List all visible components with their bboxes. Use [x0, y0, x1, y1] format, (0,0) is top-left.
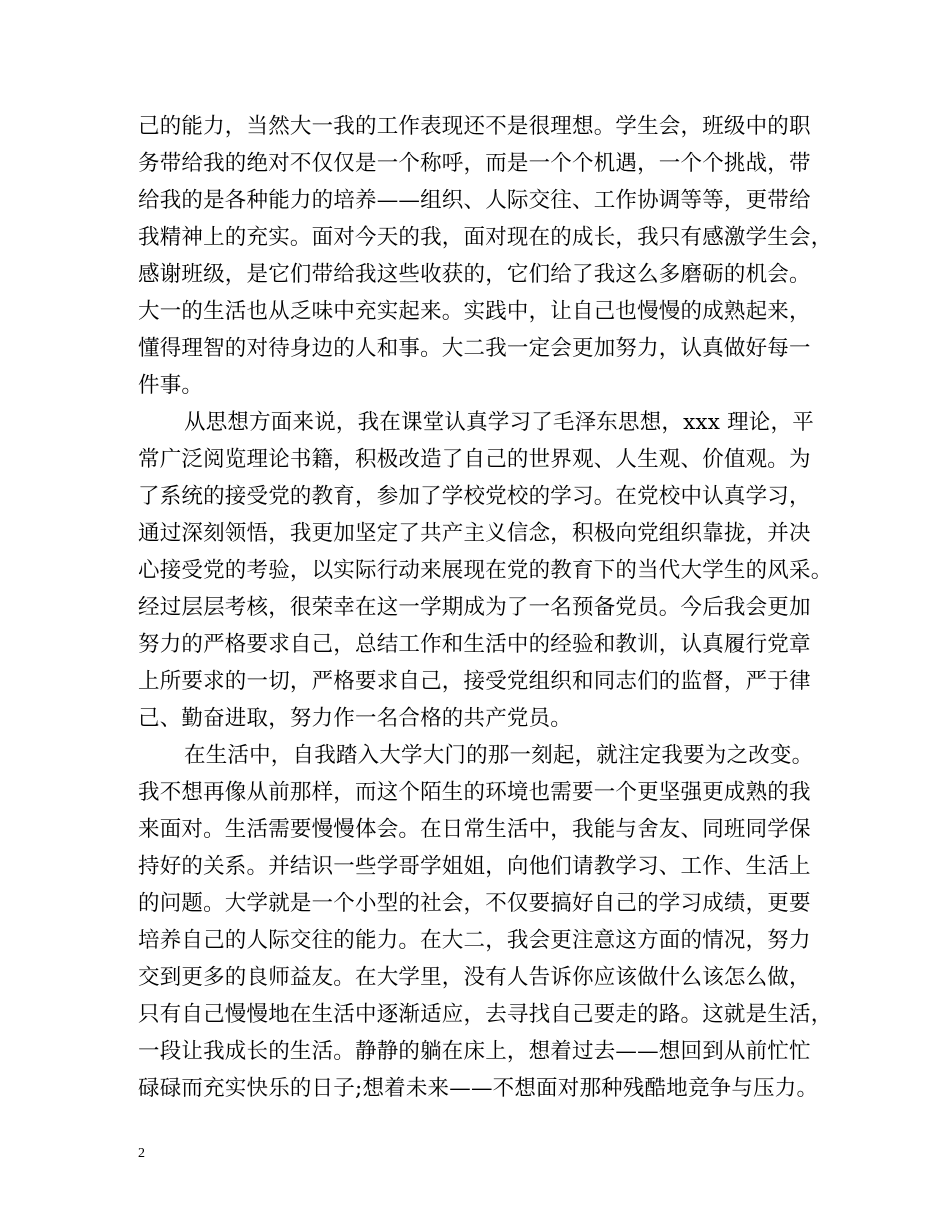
text-line: 的问题。大学就是一个小型的社会，不仅要搞好自己的学习成绩，更要 [138, 891, 811, 916]
text-line: 我不想再像从前那样，而这个陌生的环境也需要一个更坚强更成熟的我 [138, 780, 811, 805]
text-line: 件事。 [138, 373, 204, 398]
text-line: 努力的严格要求自己，总结工作和生活中的经验和教训，认真履行党章 [138, 632, 811, 657]
text-line: 一段让我成长的生活。静静的躺在床上，想着过去——想回到从前忙忙 [138, 1039, 811, 1064]
text-line: 来面对。生活需要慢慢体会。在日常生活中，我能与舍友、同班同学保 [138, 817, 811, 842]
text-line: 感谢班级，是它们带给我这些收获的，它们给了我这么多磨砺的机会。 [138, 262, 811, 287]
text-line: 上所要求的一切，严格要求自己，接受党组织和同志们的监督，严于律 [138, 669, 811, 694]
text-line: 通过深刻领悟，我更加坚定了共产主义信念，积极向党组织靠拢，并决 [138, 521, 811, 546]
text-line: 碌碌而充实快乐的日子;想着未来——不想面对那种残酷地竞争与压力。 [138, 1076, 819, 1101]
text-line: 心接受党的考验，以实际行动来展现在党的教育下的当代大学生的风采。 [138, 558, 833, 583]
text-line: 懂得理智的对待身边的人和事。大二我一定会更加努力，认真做好每一 [138, 336, 811, 361]
text-line: 了系统的接受党的教育，参加了学校党校的学习。在党校中认真学习， [138, 484, 811, 509]
text-line: 从思想方面来说，我在课堂认真学习了毛泽东思想，xxx 理论，平 [184, 410, 814, 435]
text-line: 务带给我的绝对不仅仅是一个称呼，而是一个个机遇，一个个挑战，带 [138, 151, 811, 176]
text-line: 培养自己的人际交往的能力。在大二，我会更注意这方面的情况，努力 [138, 928, 811, 953]
text-line: 大一的生活也从乏味中充实起来。实践中，让自己也慢慢的成熟起来， [138, 299, 811, 324]
text-line: 经过层层考核，很荣幸在这一学期成为了一名预备党员。今后我会更加 [138, 595, 811, 620]
text-line: 在生活中，自我踏入大学大门的那一刻起，就注定我要为之改变。 [184, 743, 814, 768]
body-text [138, 108, 833, 1107]
text-line: 持好的关系。并结识一些学哥学姐姐，向他们请教学习、工作、生活上 [138, 854, 811, 879]
text-line: 只有自己慢慢地在生活中逐渐适应，去寻找自己要走的路。这就是生活， [138, 1002, 833, 1027]
text-line: 交到更多的良师益友。在大学里，没有人告诉你应该做什么该怎么做， [138, 965, 811, 990]
text-line: 我精神上的充实。面对今天的我，面对现在的成长，我只有感激学生会， [138, 225, 833, 250]
text-line: 己、勤奋进取，努力作一名合格的共产党员。 [138, 706, 573, 731]
text-line: 己的能力，当然大一我的工作表现还不是很理想。学生会，班级中的职 [138, 114, 811, 139]
page-number: 2 [138, 1146, 145, 1161]
text-line: 给我的是各种能力的培养——组织、人际交往、工作协调等等，更带给 [138, 188, 811, 213]
text-line: 常广泛阅览理论书籍，积极改造了自己的世界观、人生观、价值观。为 [138, 447, 811, 472]
